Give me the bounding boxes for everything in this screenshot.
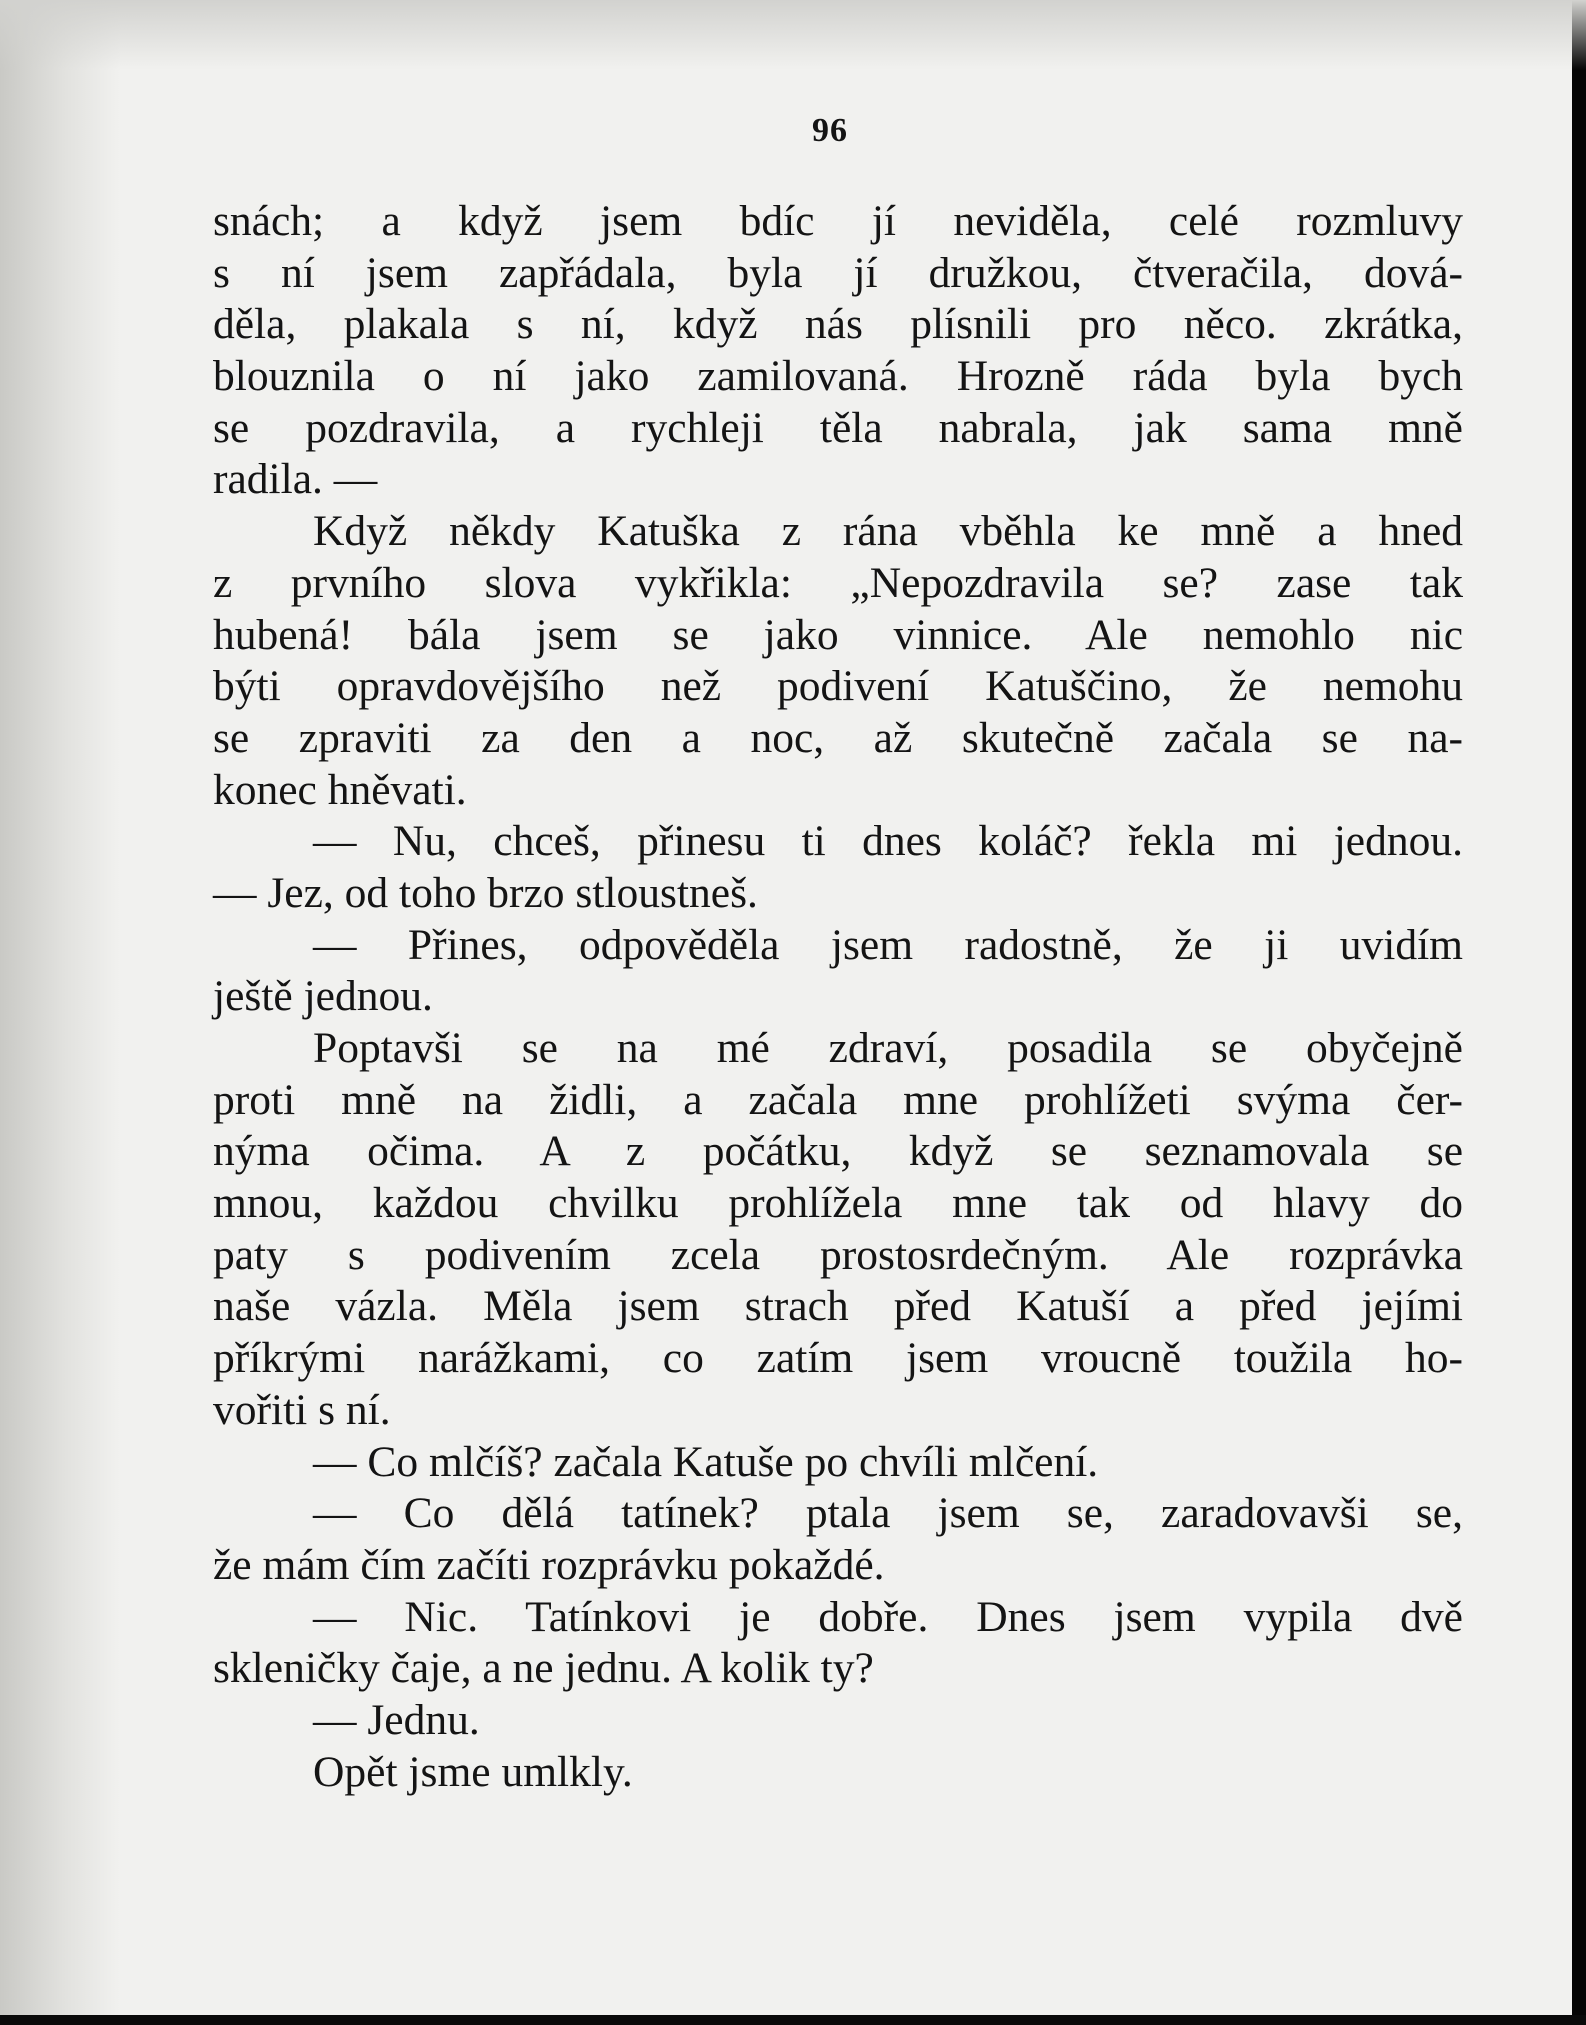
scan-edge-bottom xyxy=(0,2015,1586,2025)
text-line: z prvního slova vykřikla: „Nepozdravila se? zase tak xyxy=(213,558,1463,607)
text-line: s ní jsem zapřádala, byla jí družkou, čtveračila, dová- xyxy=(213,248,1463,297)
text-line: — Přines, odpověděla jsem radostně, že ji uvidím xyxy=(313,920,1463,969)
text-line: — Co mlčíš? začala Katuše po chvíli mlčení. xyxy=(313,1437,1099,1486)
text-line: vořiti s ní. xyxy=(213,1385,391,1434)
text-line: proti mně na židli, a začala mne prohlížeti svýma čer- xyxy=(213,1075,1463,1124)
text-line: — Co dělá tatínek? ptala jsem se, zaradovavši se, xyxy=(313,1489,1463,1538)
text-line: býti opravdovějšího než podivení Katuščino, že nemohu xyxy=(213,662,1463,711)
text-line: Opět jsme umlkly. xyxy=(313,1747,633,1796)
text-line: naše vázla. Měla jsem strach před Katuší a před jejími xyxy=(213,1282,1463,1331)
text-line: — Nu, chceš, přinesu ti dnes koláč? řekla mi jednou. xyxy=(313,817,1463,866)
text-line: — Nic. Tatínkovi je dobře. Dnes jsem vypila dvě xyxy=(313,1592,1463,1641)
text-line: děla, plakala s ní, když nás plísnili pro něco. zkrátka, xyxy=(213,300,1463,349)
text-line: hubená! bála jsem se jako vinnice. Ale nemohlo nic xyxy=(213,610,1463,659)
text-line: skleničky čaje, a ne jednu. A kolik ty? xyxy=(213,1644,874,1693)
text-line: — Jez, od toho brzo stloustneš. xyxy=(213,868,758,917)
text-line: se zpraviti za den a noc, až skutečně začala se na- xyxy=(213,713,1463,762)
text-line: Poptavši se na mé zdraví, posadila se obyčejně xyxy=(313,1024,1463,1072)
text-line: nýma očima. A z počátku, když se seznamovala se xyxy=(213,1127,1463,1176)
text-line: radila. — xyxy=(213,455,378,504)
text-line: konec hněvati. xyxy=(213,765,467,814)
text-line: příkrými narážkami, co zatím jsem vroucně toužila ho- xyxy=(213,1334,1463,1383)
text-line: blouznila o ní jako zamilovaná. Hrozně ráda byla bych xyxy=(213,352,1463,401)
scan-edge-right xyxy=(1572,0,1586,2025)
text-line: mnou, každou chvilku prohlížela mne tak od hlavy do xyxy=(213,1179,1463,1228)
text-line: ještě jednou. xyxy=(213,972,433,1021)
text-line: se pozdravila, a rychleji těla nabrala, jak sama mně xyxy=(213,403,1463,452)
page-number: 96 xyxy=(812,112,848,149)
text-line: — Jednu. xyxy=(313,1695,480,1744)
body-text xyxy=(213,196,1463,1798)
text-line: že mám čím začíti rozprávku pokaždé. xyxy=(213,1540,885,1589)
text-line: Když někdy Katuška z rána vběhla ke mně a hned xyxy=(313,507,1463,556)
text-line: paty s podivením zcela prostosrdečným. Ale rozprávka xyxy=(213,1230,1463,1279)
text-line: snách; a když jsem bdíc jí neviděla, celé rozmluvy xyxy=(213,197,1463,245)
